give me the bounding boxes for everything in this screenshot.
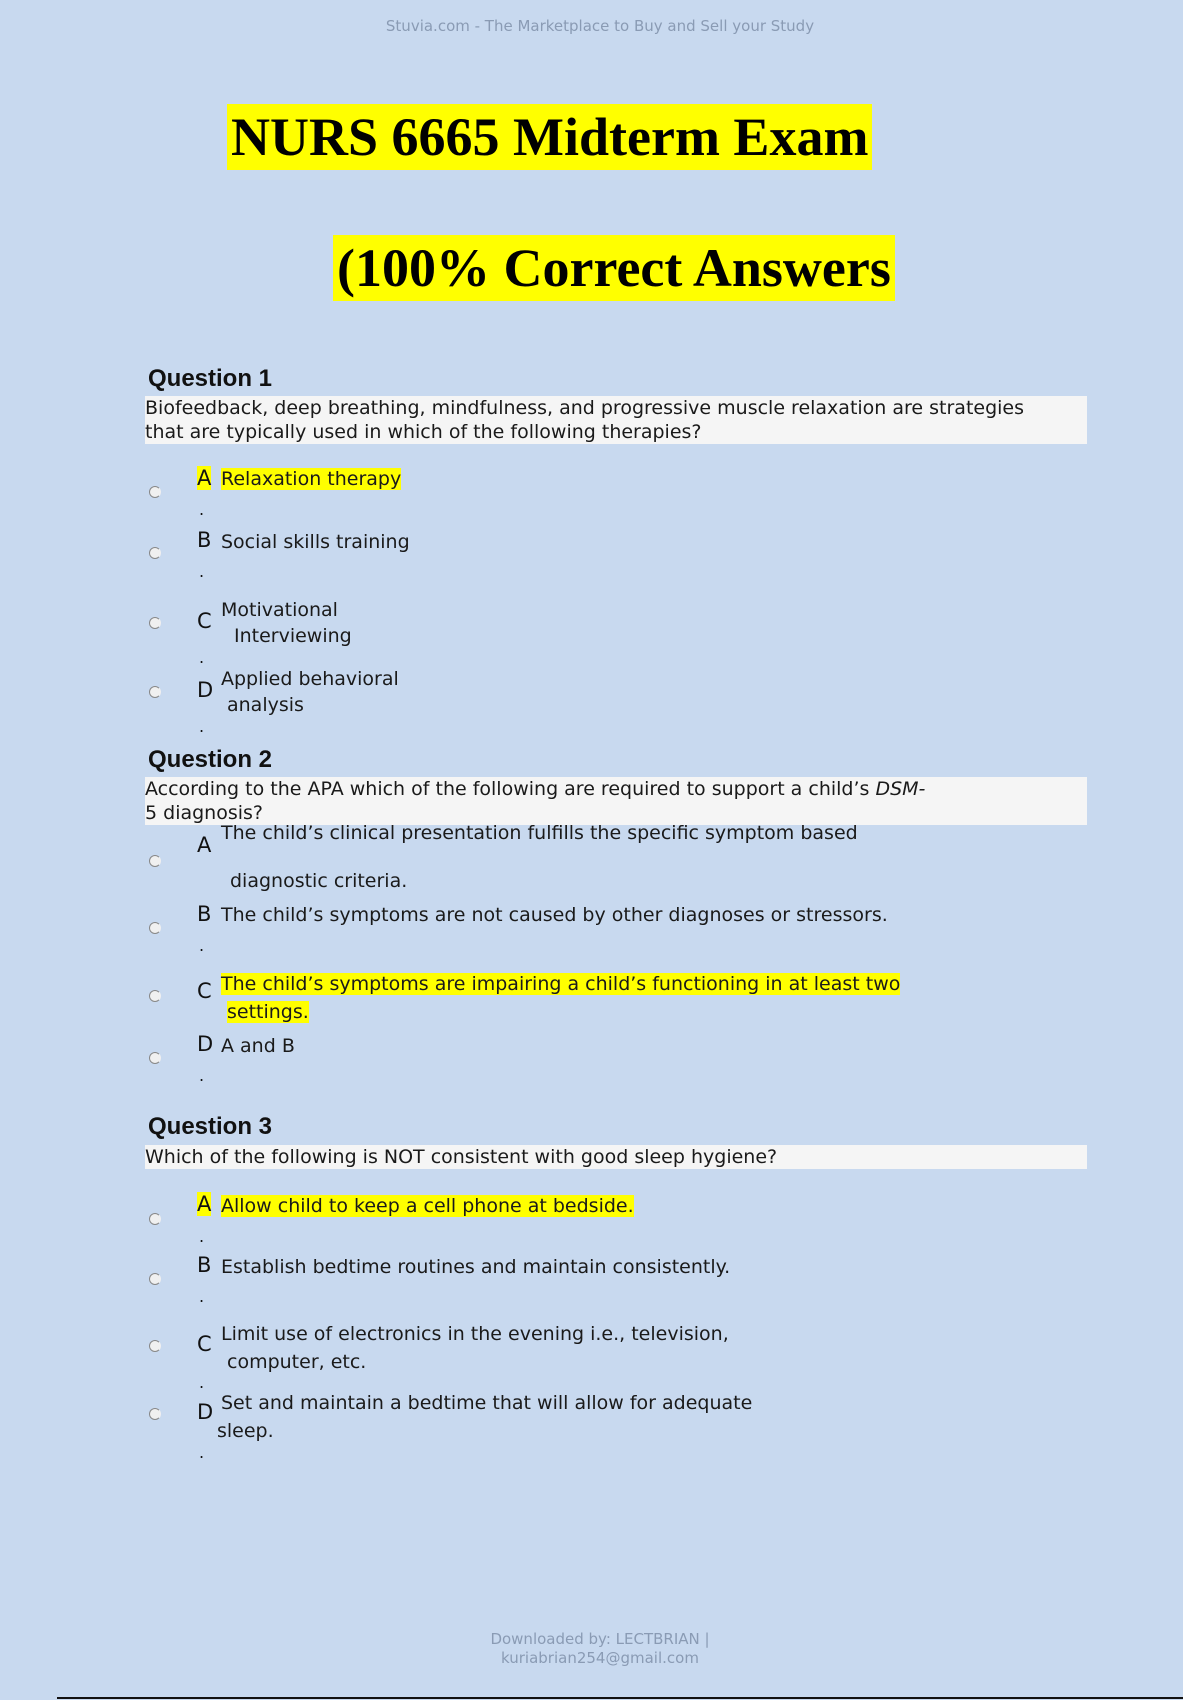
q3-option-a-radio[interactable] (149, 1213, 161, 1225)
question-2-text-line: 5 diagnosis? (145, 802, 263, 824)
q2-option-c-letter: C (197, 979, 212, 1003)
q3-option-d-letter: D (197, 1400, 214, 1424)
q3-option-d-text-cont: sleep. (217, 1420, 274, 1442)
q2-option-c-label-cont: settings. (227, 1001, 309, 1023)
q3-option-c-text-cont: computer, etc. (227, 1351, 367, 1373)
q3-option-c-letter: C (197, 1332, 212, 1356)
q2-option-b-text: The child’s symptoms are not caused by other diagnoses or stressors. (221, 904, 888, 926)
footer-email: kuriabrian254@gmail.com (501, 1649, 699, 1667)
q3-option-c-radio[interactable] (149, 1340, 161, 1352)
q3-option-b-letter: B (197, 1253, 212, 1277)
q2-option-d-letter: D (197, 1032, 214, 1056)
q1-option-c-text-cont: Interviewing (234, 625, 352, 647)
q2-option-a-radio[interactable] (149, 855, 161, 867)
q2-option-c-text (221, 971, 900, 997)
q1-option-d-radio[interactable] (149, 686, 161, 698)
q2-option-a-text: The child’s clinical presentation fulfills the specific symptom based (221, 822, 858, 844)
q1-option-a-letter: A (197, 466, 212, 490)
q2-option-b-radio[interactable] (149, 922, 161, 934)
download-footer (0, 1630, 1200, 1668)
watermark-header: Stuvia.com - The Marketplace to Buy and Sell your Study (385, 17, 815, 35)
option-dot: . (199, 1227, 205, 1246)
question-1-text-line: Biofeedback, deep breathing, mindfulness, and progressive muscle relaxation are strategies (145, 397, 1025, 419)
q1-option-d-letter: D (197, 678, 214, 702)
option-dot: . (199, 562, 205, 581)
question-2-heading: Question 2 (148, 746, 273, 773)
q1-option-c-radio[interactable] (149, 617, 161, 629)
exam-title: NURS 6665 Midterm Exam (227, 104, 872, 170)
option-dot: . (199, 936, 205, 955)
q2-option-d-text: A and B (221, 1035, 295, 1057)
question-3-heading: Question 3 (148, 1113, 273, 1140)
q1-option-b-letter: B (197, 528, 212, 552)
q2-option-c-radio[interactable] (149, 990, 161, 1002)
q3-option-b-text: Establish bedtime routines and maintain consistently. (221, 1256, 731, 1278)
question-1-heading: Question 1 (148, 365, 273, 392)
option-dot: . (199, 717, 205, 736)
question-1-text (145, 396, 1087, 444)
q3-option-d-text: Set and maintain a bedtime that will allow for adequate (221, 1392, 753, 1414)
q2-option-c-text-cont (227, 999, 309, 1025)
question-3-text-line: Which of the following is NOT consistent with good sleep hygiene? (145, 1146, 778, 1168)
q3-option-a-letter: A (197, 1192, 212, 1216)
q1-option-a-label: Relaxation therapy (221, 468, 402, 490)
q3-option-c-text: Limit use of electronics in the evening i.e., television, (221, 1323, 729, 1345)
option-dot: . (199, 648, 205, 667)
q2-option-d-radio[interactable] (149, 1052, 161, 1064)
q1-option-b-radio[interactable] (149, 547, 161, 559)
q3-option-a-label: Allow child to keep a cell phone at bedside. (221, 1195, 634, 1217)
q1-option-d-text-cont: analysis (227, 694, 304, 716)
q1-option-b-text: Social skills training (221, 531, 410, 553)
footer-downloaded-by: Downloaded by: LECTBRIAN | (490, 1630, 710, 1648)
option-dot: . (199, 500, 205, 519)
q3-option-b-radio[interactable] (149, 1273, 161, 1285)
q1-option-a-text (221, 466, 401, 492)
question-2-text-line: According to the APA which of the following are required to support a child’s (145, 778, 876, 800)
q1-option-a-radio[interactable] (149, 486, 161, 498)
option-dot: . (199, 1287, 205, 1306)
option-dot: . (199, 1066, 205, 1085)
question-3-text (145, 1145, 1087, 1169)
footer-rule (57, 1697, 1183, 1699)
q2-option-c-label: The child’s symptoms are impairing a child’s functioning in at least two (221, 973, 901, 995)
q2-option-a-letter: A (197, 833, 212, 857)
q2-option-a-text-cont: diagnostic criteria. (230, 870, 408, 892)
exam-subtitle: (100% Correct Answers (333, 235, 895, 301)
option-dot: . (199, 1443, 205, 1462)
q1-option-c-text: Motivational (221, 599, 338, 621)
q3-option-a-text (221, 1193, 634, 1219)
question-1-text-line: that are typically used in which of the following therapies? (145, 421, 702, 443)
q1-option-d-text: Applied behavioral (221, 668, 399, 690)
q3-option-d-radio[interactable] (149, 1408, 161, 1420)
page-edge (1183, 0, 1200, 1700)
question-2-text-term: DSM- (875, 778, 926, 800)
option-dot: . (199, 1373, 205, 1392)
question-2-text (145, 777, 1087, 825)
q2-option-b-letter: B (197, 902, 212, 926)
q1-option-c-letter: C (197, 609, 212, 633)
